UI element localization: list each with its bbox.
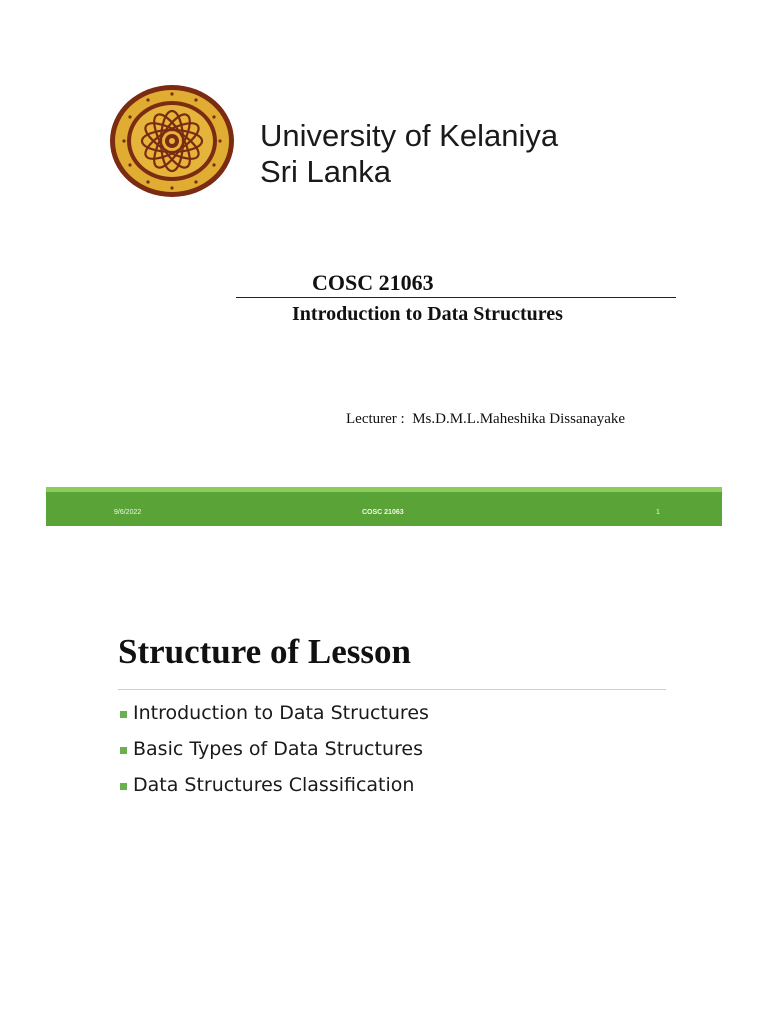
list-item-text: Introduction to Data Structures — [133, 702, 429, 724]
slide-heading: Structure of Lesson — [118, 632, 411, 671]
list-item — [120, 702, 429, 738]
lesson-bullet-list — [120, 702, 429, 810]
lecturer-name: Lecturer : Ms.D.M.L.Maheshika Dissanayake — [346, 411, 626, 427]
footer-page-number: 1 — [656, 509, 660, 516]
bullet-square-icon — [120, 711, 127, 718]
bullet-square-icon — [120, 747, 127, 754]
university-seal-logo — [108, 83, 236, 199]
list-item — [120, 738, 429, 774]
footer-date: 9/6/2022 — [114, 509, 142, 516]
university-name — [260, 118, 558, 190]
lesson-structure-slide — [46, 570, 722, 1010]
slide-footer — [46, 487, 722, 526]
bullet-square-icon — [120, 783, 127, 790]
title-divider — [236, 297, 676, 298]
course-title: Introduction to Data Structures — [292, 303, 563, 325]
list-item — [120, 774, 429, 810]
university-name-line1: University of Kelaniya — [260, 118, 559, 153]
course-code: COSC 21063 — [312, 270, 434, 295]
footer-highlight — [46, 487, 722, 492]
title-slide — [46, 40, 722, 526]
heading-divider — [118, 689, 666, 690]
footer-course-code: COSC 21063 — [362, 509, 404, 516]
list-item-text: Data Structures Classification — [133, 774, 415, 796]
university-name-line2: Sri Lanka — [260, 154, 391, 189]
list-item-text: Basic Types of Data Structures — [133, 738, 423, 760]
